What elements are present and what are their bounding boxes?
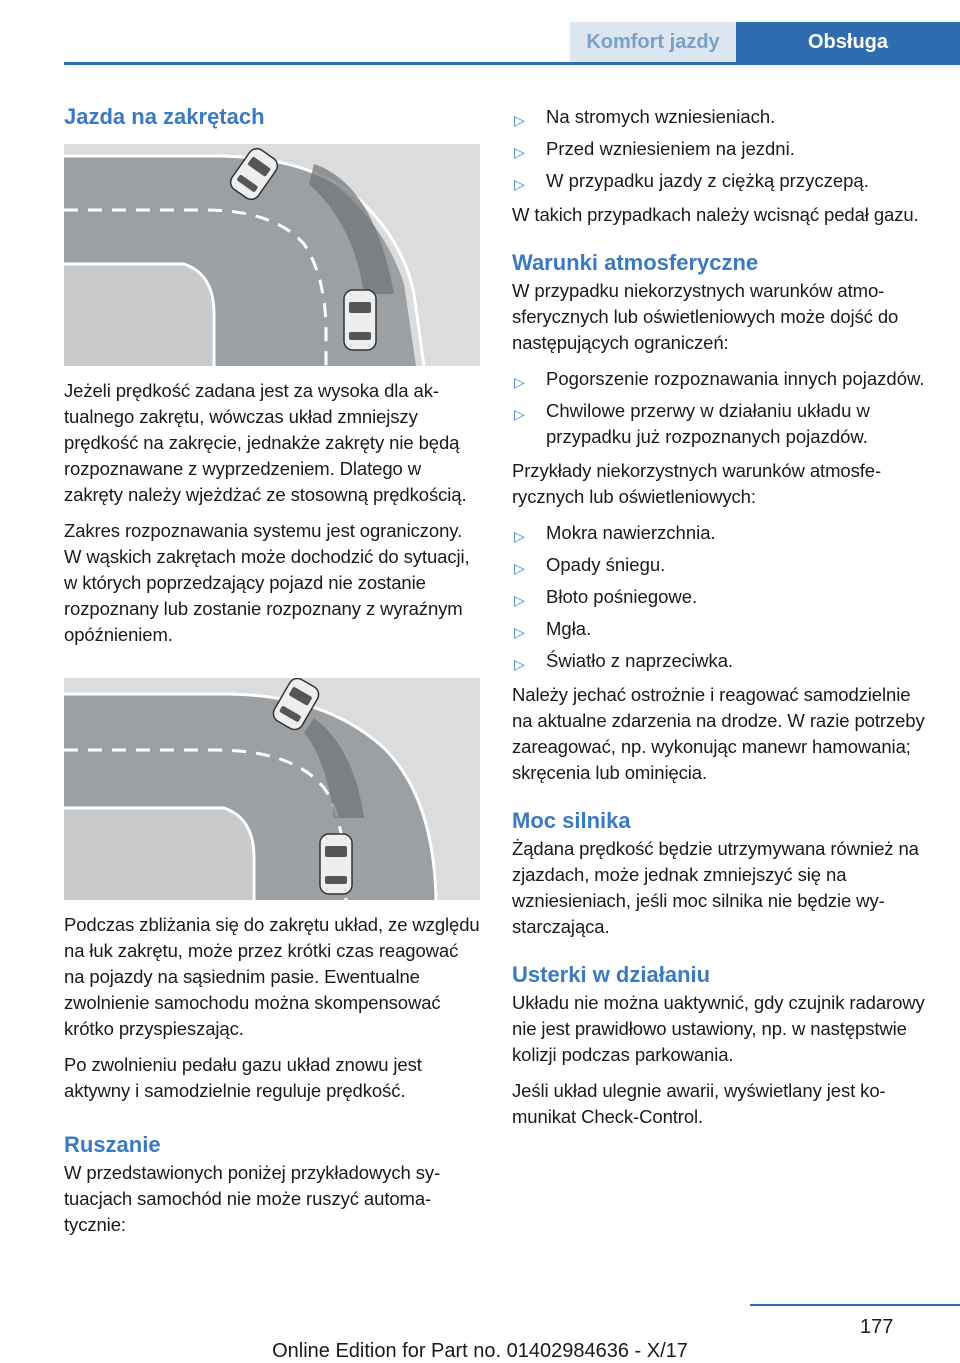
header-chapter-tab: Obsługa (736, 22, 960, 62)
list-item: ▷ W przypadku jazdy z ciężką przyczepą. (512, 168, 928, 194)
triangle-bullet-icon: ▷ (514, 112, 525, 128)
paragraph-engine-power: Żądana prędkość będzie utrzymywana również na zjazdach, może jednak zmniejszyć się na wzniesieniach, jeśli moc silnika nie będzie wystarczająca. (512, 838, 919, 937)
paragraph-weather-examples: Przykłady niekorzystnych warunków atmosferycznych lub oświetleniowych: (512, 460, 882, 507)
triangle-bullet-icon: ▷ (514, 176, 525, 192)
list-item: ▷ Na stromych wzniesieniach. (512, 104, 928, 130)
list-item: ▷ Opady śniegu. (512, 552, 928, 578)
heading-starting: Ruszanie (64, 1132, 161, 1157)
heading-malfunction: Usterki w działaniu (512, 962, 711, 987)
triangle-bullet-icon: ▷ (514, 528, 525, 544)
paragraph-drive-carefully: Należy jechać ostrożnie i reagować samodzielnie na aktualne zdarzenia na drodze. W razie potrzeby zareagować, np. wykonując manewr hamowania; skręcenia lub ominięcia. (512, 684, 925, 783)
triangle-bullet-icon: ▷ (514, 374, 525, 390)
curve-illustration-2 (64, 678, 480, 900)
triangle-bullet-icon: ▷ (514, 406, 525, 422)
list-limitations (512, 366, 928, 450)
curve-illustration-1 (64, 144, 480, 366)
paragraph-approaching-curve: Podczas zbliżania się do zakrętu układ, ze względu na łuk zakrętu, może przez krótki czas reagować na pojazdy na sąsiednim pasie. Ewentualne zwolnienie samochodu można skompensować krótko przyspieszając. (64, 914, 480, 1039)
page-number: 177 (860, 1316, 894, 1338)
list-weather-conditions (512, 520, 928, 674)
triangle-bullet-icon: ▷ (514, 592, 525, 608)
paragraph-curve-speed: Jeżeli prędkość zadana jest za wysoka dla aktualnego zakrętu, wówczas układ zmniejszy prędkość na zakręcie, jednakże zakręty nie będą rozpoznawane z wyprzedzeniem. Dlatego w zakręty należy wjeżdżać ze stosowną prędkością. (64, 380, 467, 505)
list-item: ▷ Światło z naprzeciwka. (512, 648, 928, 674)
footer-rule (750, 1304, 960, 1306)
triangle-bullet-icon: ▷ (514, 144, 525, 160)
triangle-bullet-icon: ▷ (514, 624, 525, 640)
paragraph-starting: W przedstawionych poniżej przykładowych sytuacjach samochód nie może ruszyć automatycznie: (64, 1162, 441, 1235)
right-column (512, 98, 928, 1140)
triangle-bullet-icon: ▷ (514, 656, 525, 672)
heading-curves: Jazda na zakrętach (64, 104, 265, 129)
list-starting-situations (512, 104, 928, 194)
left-column (64, 98, 480, 1248)
paragraph-weather: W przypadku niekorzystnych warunków atmosferycznych lub oświetleniowych może dojść do następujących ograniczeń: (512, 280, 899, 353)
list-item: ▷ Mokra nawierzchnia. (512, 520, 928, 546)
paragraph-malfunction-message: Jeśli układ ulegnie awarii, wyświetlany jest komunikat Check-Control. (512, 1080, 886, 1127)
heading-weather: Warunki atmosferyczne (512, 250, 759, 275)
list-item: ▷ Mgła. (512, 616, 928, 642)
list-item: ▷ Pogorszenie rozpoznawania innych pojazdów. (512, 366, 928, 392)
paragraph-detection-range: Zakres rozpoznawania systemu jest ograniczony. W wąskich zakrętach może dochodzić do sytuacji, w których poprzedzający pojazd nie zostanie rozpoznany lub zostanie rozpoznany z wyraźnym opóźnieniem. (64, 520, 470, 645)
triangle-bullet-icon: ▷ (514, 560, 525, 576)
list-item: ▷ Błoto pośniegowe. (512, 584, 928, 610)
list-item: ▷ Przed wzniesieniem na jezdni. (512, 136, 928, 162)
heading-engine-power: Moc silnika (512, 808, 631, 833)
paragraph-press-pedal: W takich przypadkach należy wcisnąć pedał gazu. (512, 204, 919, 225)
list-item: ▷ Chwilowe przerwy w działaniu układu w przypadku już rozpoznanych pojazdów. (514, 400, 870, 447)
paragraph-release-pedal: Po zwolnieniu pedału gazu układ znowu jest aktywny i samodzielnie reguluje prędkość. (64, 1054, 422, 1101)
footer-edition: Online Edition for Part no. 01402984636 - X/17 (272, 1340, 688, 1362)
paragraph-malfunction-sensor: Układu nie można uaktywnić, gdy czujnik radarowy nie jest prawidłowo ustawiony, np. w następstwie kolizji podczas parkowania. (512, 992, 925, 1065)
header-section-tab: Komfort jazdy (570, 22, 736, 62)
header-rule (64, 62, 960, 65)
